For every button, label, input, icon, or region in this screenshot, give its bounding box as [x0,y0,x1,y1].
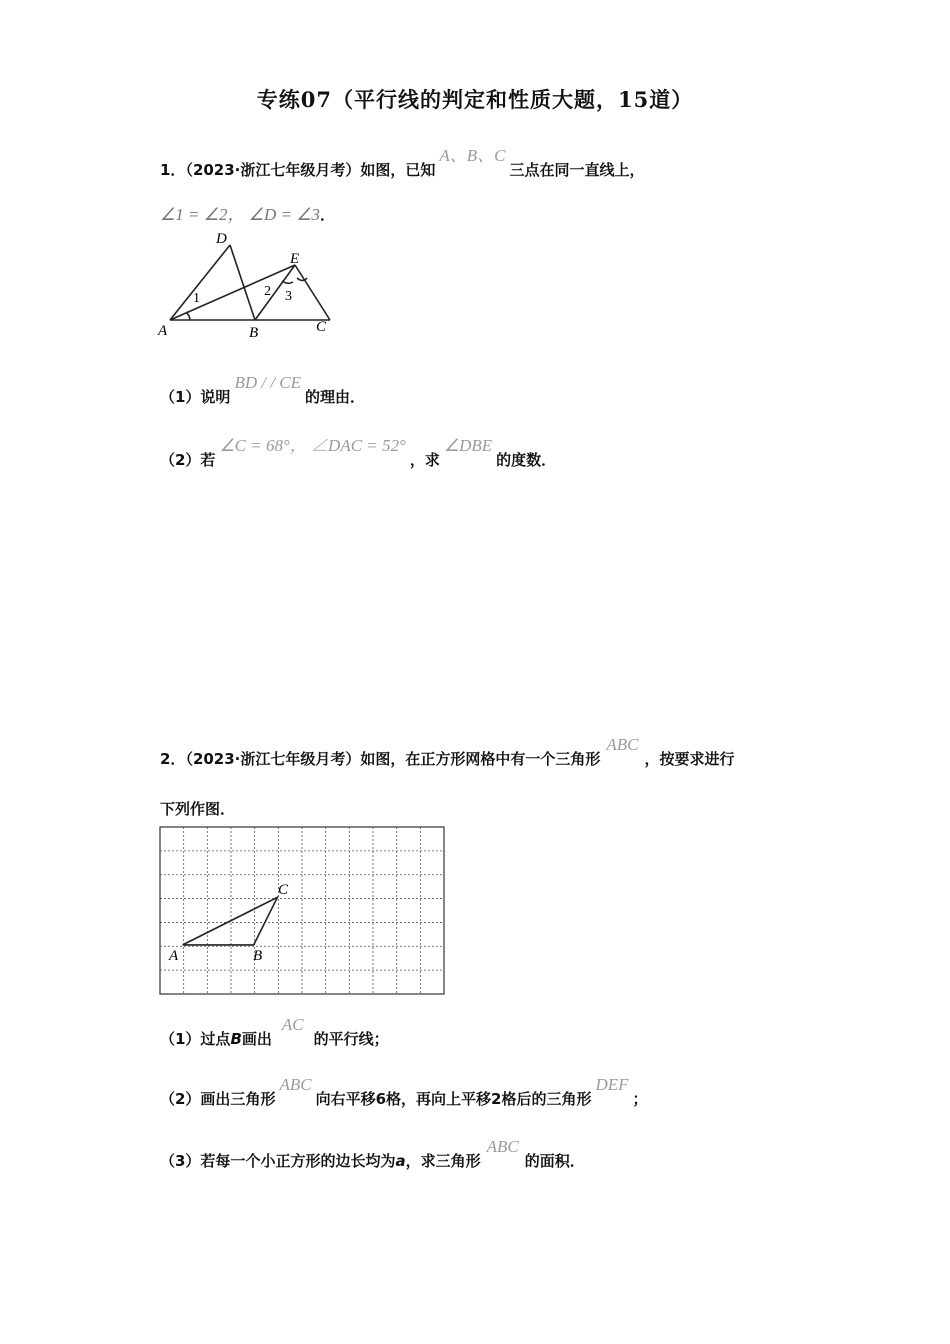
line-ad [170,245,230,320]
q1-sub1 [160,373,366,407]
angle-2-arc [282,281,293,283]
q1-figure [150,225,350,345]
q1-stem [160,146,645,180]
q2-sub3-var: a [395,1152,406,1170]
q2-sub2-label: （2）画出三角形 [160,1090,276,1108]
angle-3-arc [297,278,307,281]
q1-condition: ∠1 = ∠2， ∠D = ∠3 [160,205,320,224]
q1-sub2-label: （2）若 [160,451,216,469]
q1-sub1-tail: 的理由． [305,388,366,406]
q1-source: （2023·浙江七年级月考） [185,161,361,179]
q2-sub2-n2: 2 [491,1090,502,1108]
label-c: C [316,319,327,335]
q2-sub1-label: （1）过点 [160,1030,231,1048]
q2-sub1-mid: 画出 [241,1030,272,1048]
q1-sub2 [160,436,557,470]
q2-sub1-math: AC [281,1015,304,1034]
q2-sub3-label: （3）若每一个小正方形的边长均为 [160,1152,396,1170]
q1-sub2-mid: ，求 [409,451,440,469]
label-angle-1: 1 [193,291,200,306]
q2-sub2-mid2: 格，再向上平移 [386,1090,492,1108]
q2-sub3-tail: 的面积． [524,1152,585,1170]
q2-stem [160,735,735,769]
q2-source: （2023·浙江七年级月考） [185,750,361,768]
q2-sub2-mid1: 向右平移 [315,1090,376,1108]
q2-sub1-tail: 的平行线； [313,1030,389,1048]
q1-condition-line [160,200,335,225]
q1-math-points: A、B、C [439,146,506,165]
line-ae [170,265,295,320]
q2-sub1-point: B [230,1030,242,1048]
label-e: E [290,251,300,267]
grid-label-b: B [253,948,263,964]
grid-lines [160,827,444,994]
grid-label-c: C [278,882,289,898]
page-title: 专练07（平行线的判定和性质大题，15道） [256,87,694,112]
grid-label-a: A [169,948,179,964]
q2-sub3 [160,1137,585,1171]
line-ec [295,265,330,320]
q1-sub2-tail: 的度数． [496,451,557,469]
q2-sub3-mid: ，求三角形 [405,1152,481,1170]
label-angle-3: 3 [285,289,292,304]
label-b: B [249,325,259,341]
q2-sub2 [160,1075,648,1109]
q2-sub2-math1: ABC [279,1075,312,1094]
line-db [230,245,255,320]
q1-text-a: 如图，已知 [360,161,436,179]
q2-sub1 [160,1015,389,1049]
q1-sub1-label: （1）说明 [160,388,231,406]
q2-text-b: ，按要求进行 [644,750,735,768]
q2-stem-cont: 下列作图． [160,800,236,818]
q2-sub2-n1: 6 [375,1090,387,1108]
q2-grid-figure [159,826,447,997]
q1-number: 1． [160,161,186,179]
q1-sub2-math1: ∠C = 68°， ∠DAC = 52° [219,436,406,455]
q2-sub2-math2: DEF [595,1075,629,1094]
triangle-abc [183,897,278,945]
q2-math-abc: ABC [606,735,639,754]
q1-condition-end: ． [319,206,335,224]
q2-sub3-math: ABC [486,1137,519,1156]
q2-text-a: 如图，在正方形网格中有一个三角形 [360,750,601,768]
angle-1-arc [186,312,190,320]
q1-sub2-math2: ∠DBE [443,436,493,455]
q1-text-b: 三点在同一直线上， [509,161,645,179]
label-angle-2: 2 [264,284,271,299]
label-d: D [216,231,227,247]
q2-sub2-tail: ； [632,1090,648,1108]
label-a: A [158,323,168,339]
q2-sub2-mid3: 格后的三角形 [501,1090,592,1108]
q1-sub1-math: BD / / CE [234,373,302,392]
q2-number: 2． [160,750,186,768]
